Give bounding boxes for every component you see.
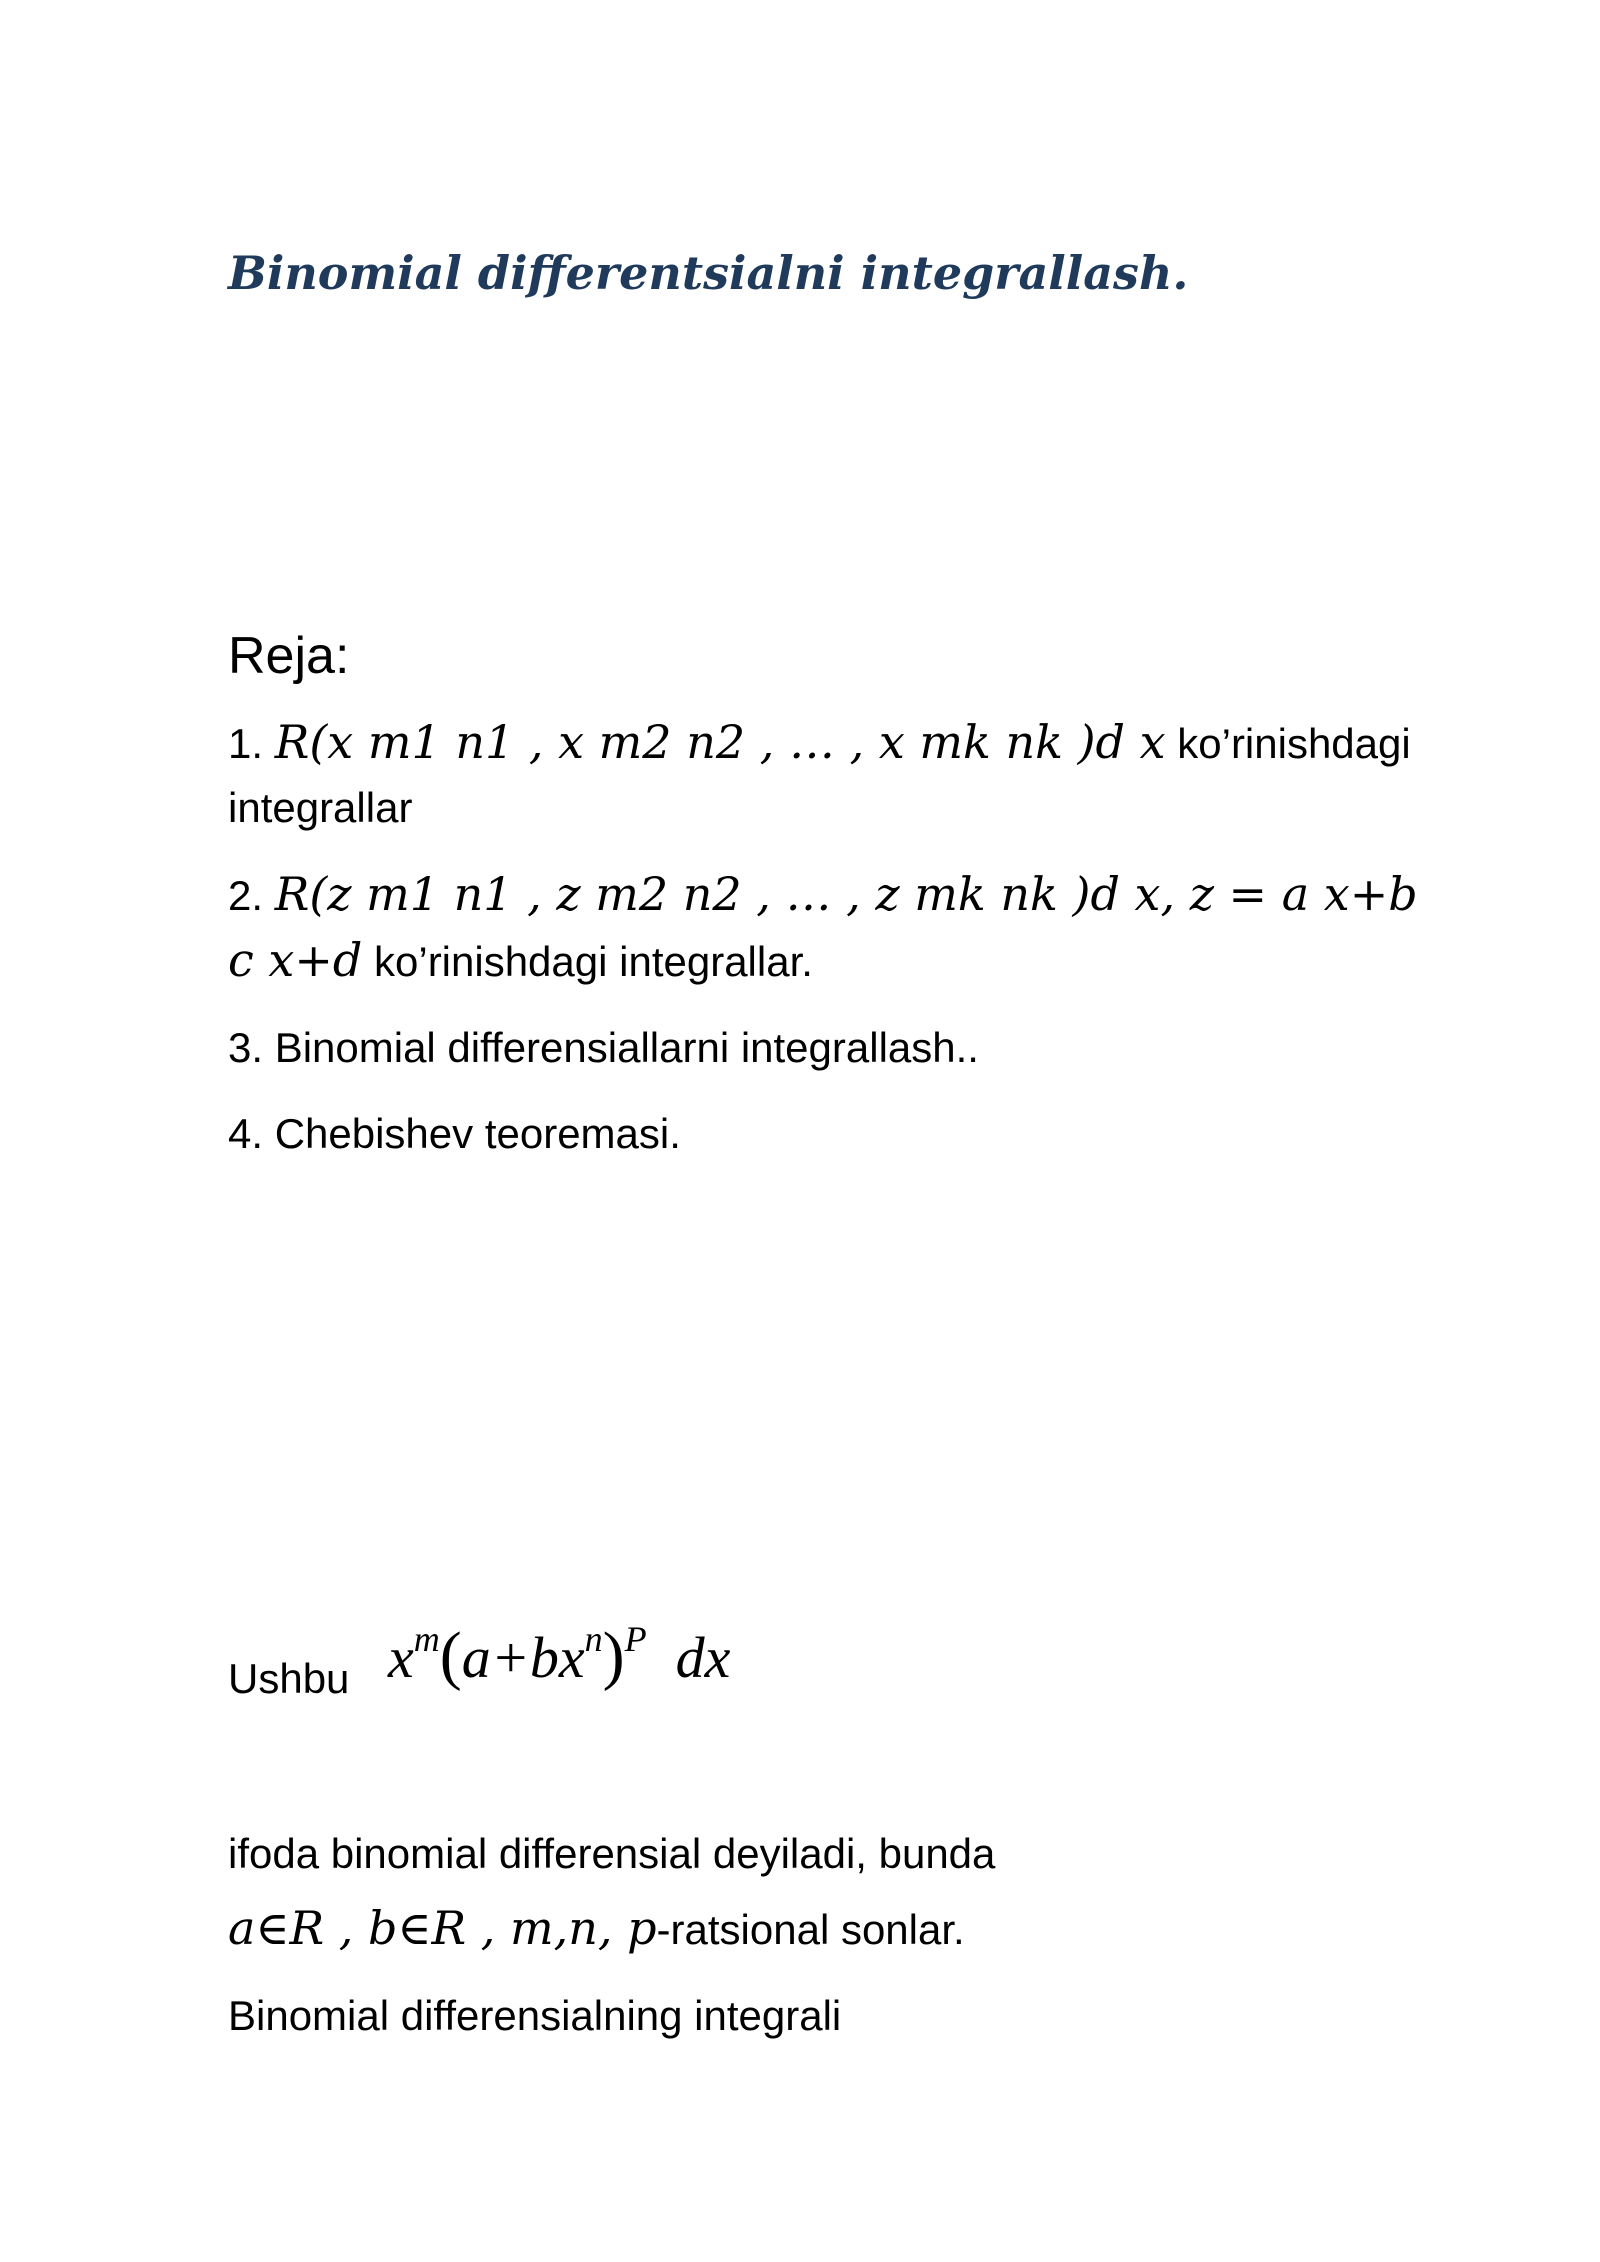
paragraph-line-1: ifoda binomial differensial deyiladi, bunda [228,1830,996,1877]
page-title: Binomial differentsialni integrallash. [228,246,1189,300]
plan-item-2 [228,862,1428,994]
paragraph-line-3: Binomial differensialning integrali [228,1992,842,2039]
paragraph-line-2 [228,1892,965,1966]
formula-exp-n: n [584,1618,603,1659]
plan-item-1-number: 1. [228,720,264,767]
plan-item-1-text-b: integrallar [228,784,413,831]
formula-dx: dx [675,1625,731,1690]
plan-item-1-text-a: ko’rinishdagi [1177,720,1411,767]
plan-item-2-formula-b: c x+d [228,933,363,987]
formula-open-paren: ( [439,1619,462,1692]
formula-x: x [388,1625,414,1690]
plan-heading: Reja: [228,627,350,685]
plan-item-1-formula: R(x m1 n1 , x m2 n2 , … , x mk nk )d x [274,715,1166,769]
plan-item-1 [228,710,1428,840]
plan-item-3: 3. Binomial differensiallarni integrallash.. [228,1024,979,1071]
formula-exp-p: P [624,1618,647,1659]
paragraph-line-2-math: a∈R , b∈R , m,n, p [228,1901,657,1955]
plan-item-4: 4. Chebishev teoremasi. [228,1110,681,1157]
plan-item-2-text: ko’rinishdagi integrallar. [374,938,813,985]
binomial-formula [388,1618,730,1694]
formula-a-plus-bx: a+bx [461,1625,585,1690]
plan-item-2-formula-a: R(z m1 n1 , z m2 n2 , … , z mk nk )d x, z = a x+b [274,867,1418,921]
formula-close-paren: ) [602,1619,625,1692]
ushbu-label: Ushbu [228,1655,350,1702]
plan-item-2-number: 2. [228,872,264,919]
paragraph-line-2-text: -ratsional sonlar. [656,1906,965,1953]
formula-exp-m: m [413,1618,440,1659]
